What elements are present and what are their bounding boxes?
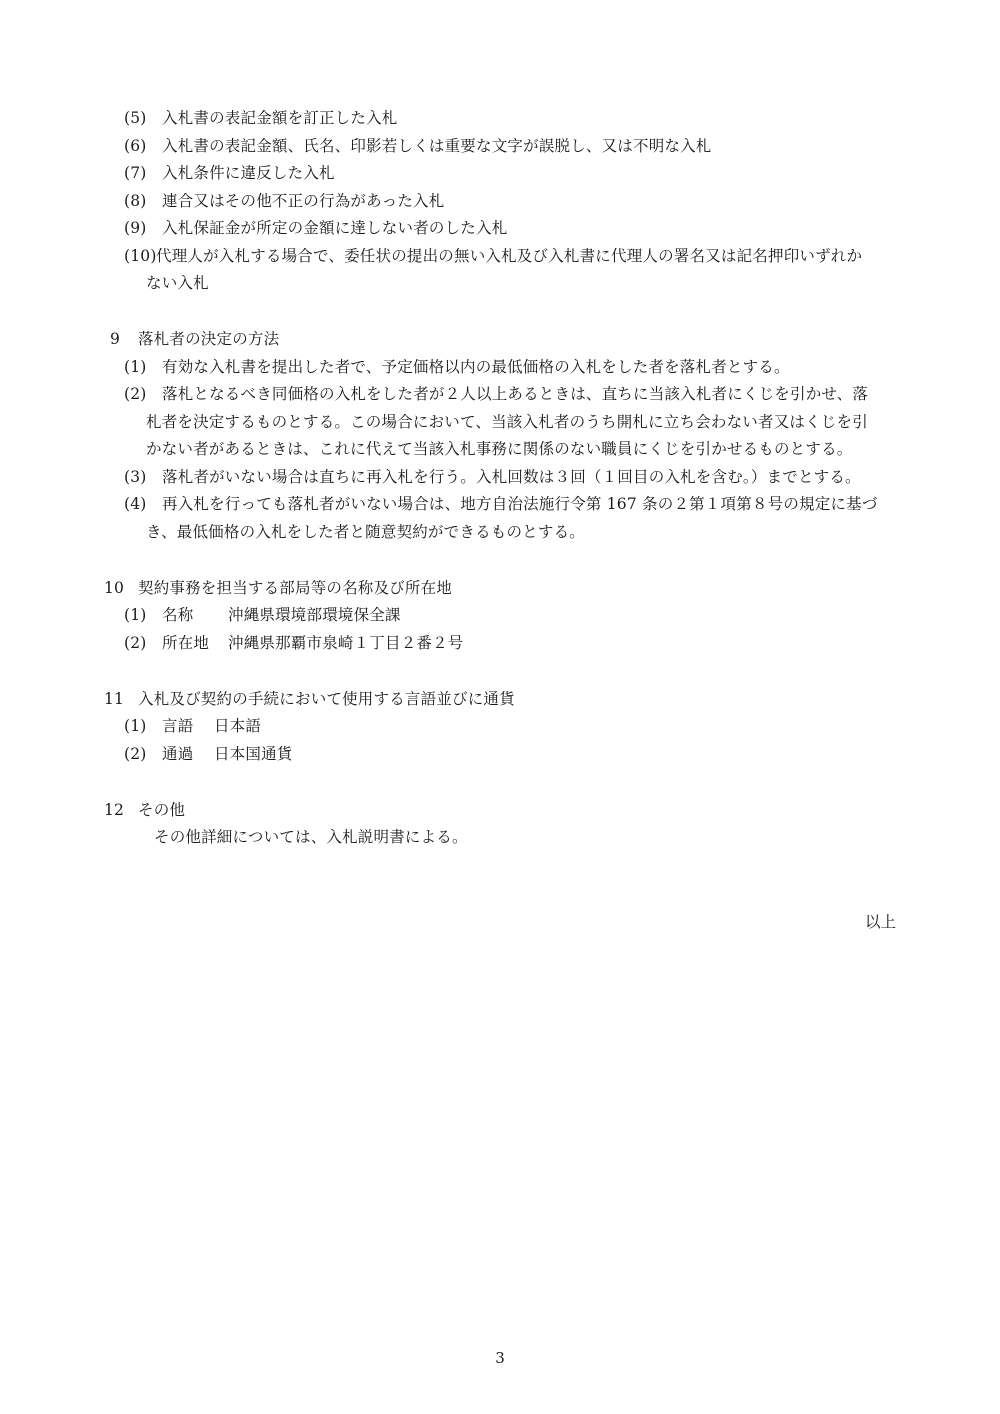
section-10-heading: 10 契約事務を担当する部局等の名称及び所在地 <box>104 579 453 597</box>
invalid-bid-item-10: (10)代理人が入札する場合で、委任状の提出の無い入札及び入札書に代理人の署名又は記名押印いずれか <box>124 247 863 265</box>
invalid-bid-item-9: (9) 入札保証金が所定の金額に達しない者のした入札 <box>124 219 508 237</box>
invalid-bid-item-5: (5) 入札書の表記金額を訂正した入札 <box>124 109 398 127</box>
section-9-item-2-line2: 札者を決定するものとする。この場合において、当該入札者のうち開札に立ち会わない者又はくじを引 <box>146 413 868 431</box>
section-9-item-2: (2) 落札となるべき同価格の入札をした者が２人以上あるときは、直ちに当該入札者にくじを引かせ、落 <box>124 385 869 403</box>
section-11-item-1: (1) 言語 日本語 <box>124 717 262 735</box>
section-9-item-3: (3) 落札者がいない場合は直ちに再入札を行う。入札回数は３回（１回目の入札を含む。）までとする。 <box>124 468 861 486</box>
section-10-item-2: (2) 所在地 沖縄県那覇市泉崎１丁目２番２号 <box>124 634 464 652</box>
section-9-item-4-line2: き、最低価格の入札をした者と随意契約ができるものとする。 <box>146 523 585 541</box>
section-12-body: その他詳細については、入札説明書による。 <box>154 828 468 846</box>
section-9-item-2-line3: かない者があるときは、これに代えて当該入札事務に関係のない職員にくじを引かせるものとする。 <box>146 440 853 458</box>
invalid-bid-item-8: (8) 連合又はその他不正の行為があった入札 <box>124 192 445 210</box>
section-12-heading: 12 その他 <box>104 801 186 819</box>
invalid-bid-item-6: (6) 入札書の表記金額、氏名、印影若しくは重要な文字が誤脱し、又は不明な入札 <box>124 137 712 155</box>
section-11-item-2: (2) 通過 日本国通貨 <box>124 745 293 763</box>
invalid-bid-item-10-cont: ない入札 <box>146 274 209 292</box>
page-number: 3 <box>495 1349 505 1367</box>
section-10-item-1: (1) 名称 沖縄県環境部環境保全課 <box>124 606 401 624</box>
invalid-bid-item-7: (7) 入札条件に違反した入札 <box>124 164 335 182</box>
section-9-item-4: (4) 再入札を行っても落札者がいない場合は、地方自治法施行令第 167 条の２第１項第８号の規定に基づ <box>124 495 878 513</box>
section-11-heading: 11 入札及び契約の手続において使用する言語並びに通貨 <box>104 690 515 708</box>
section-9-item-1: (1) 有効な入札書を提出した者で、予定価格以内の最低価格の入札をした者を落札者とする。 <box>124 358 790 376</box>
closing-text: 以上 <box>864 913 896 931</box>
section-9-heading: 9 落札者の決定の方法 <box>110 330 280 348</box>
